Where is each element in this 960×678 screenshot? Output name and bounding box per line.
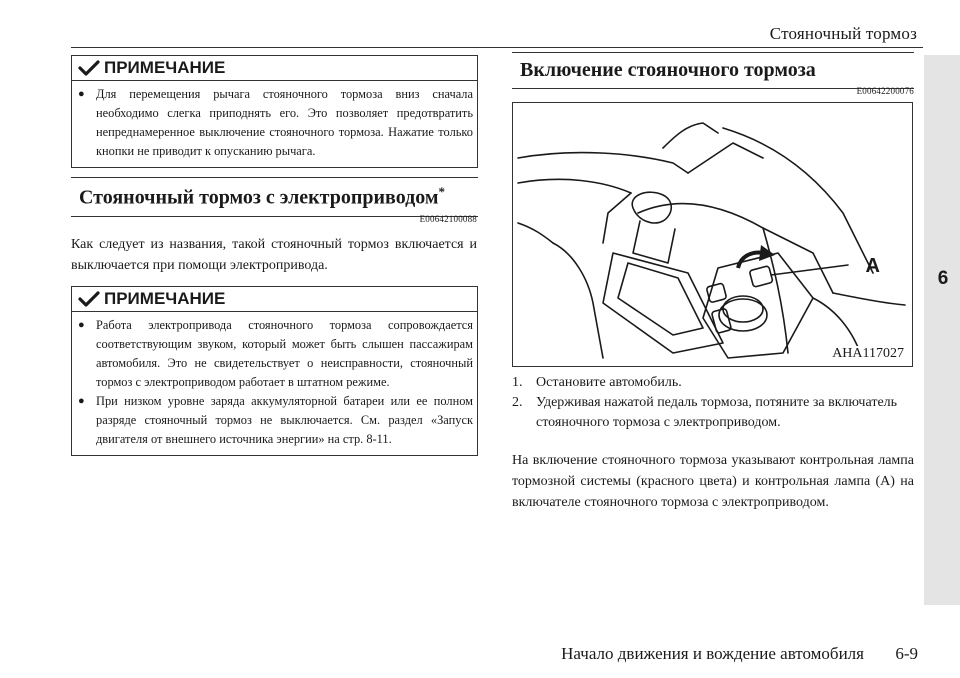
note-heading-label: ПРИМЕЧАНИЕ [104, 289, 226, 308]
section-title-asterisk: * [438, 184, 445, 199]
bullet-icon: ● [78, 395, 85, 407]
note-item-text: При низком уровне заряда аккумуляторной батареи или ее полном разряде стояночный тормоз не выключается. См. раздел «Запуск двигателя от внешнего источника энергии» на стр. 8-11. [96, 394, 473, 446]
section-code-engage: E00642200076 [856, 86, 914, 96]
note-heading [72, 287, 477, 312]
note-item-text: Для перемещения рычага стояночного тормоза вниз сначала необходимо слегка приподнять его. Это позволяет предотвратить непреднамеренное выключение стояночного тормоза. Нажатие только кнопки не приводит к опусканию рычага. [96, 87, 473, 158]
note-heading-label: ПРИМЕЧАНИЕ [104, 58, 226, 77]
steps-list [512, 373, 914, 433]
footer-chapter-title: Начало движения и вождение автомобиля [561, 644, 864, 663]
step-text: Удерживая нажатой педаль тормоза, потяните за включатель стояночного тормоза с электроприводом. [536, 395, 898, 430]
step-item [512, 393, 914, 433]
figure-console-illustration [512, 102, 913, 367]
figure-id: AHA117027 [832, 346, 904, 361]
bullet-icon: ● [78, 319, 85, 331]
note-heading [72, 56, 477, 81]
step-number: 2. [512, 395, 523, 410]
chapter-tab-number: 6 [937, 268, 949, 289]
section-title-epb [71, 177, 478, 217]
checkmark-icon [78, 291, 100, 307]
step-item [512, 373, 914, 393]
note-item [78, 316, 473, 392]
step-text: Остановите автомобиль. [536, 375, 682, 390]
section-title-epb-text: Стояночный тормоз с электроприводом [79, 186, 439, 209]
step-number: 1. [512, 375, 523, 390]
figure-callout-label: A [865, 255, 880, 277]
note-box-epb [71, 286, 478, 456]
engage-paragraph: На включение стояночного тормоза указывают контрольная лампа тормозной системы (красного цвета) и контрольная лампа (A) на включателе стояночного тормоза с электроприводом. [512, 453, 914, 510]
note-box-lever [71, 55, 478, 168]
note-item [78, 85, 473, 161]
section-title-engage-text: Включение стояночного тормоза [520, 59, 816, 81]
intro-paragraph: Как следует из названия, такой стояночный тормоз включается и выключается при помощи электропривода. [71, 237, 477, 273]
note-item [78, 392, 473, 449]
note-item-text: Работа электропривода стояночного тормоза сопровождается соответствующим звуком, который может быть слышен пассажирам автомобиля. Это не свидетельствует о неисправности, стояночный тормоз с электроприводом работает в штатном режиме. [96, 318, 473, 389]
bullet-icon: ● [78, 88, 85, 100]
chapter-tab[interactable] [924, 55, 960, 605]
header-divider [71, 47, 923, 48]
page-header-title: Стояночный тормоз [769, 24, 917, 43]
section-title-engage [512, 52, 914, 89]
page-number: 6-9 [895, 644, 918, 663]
section-code-epb: E00642100088 [419, 214, 477, 224]
checkmark-icon [78, 60, 100, 76]
center-console-illustration [513, 103, 912, 366]
